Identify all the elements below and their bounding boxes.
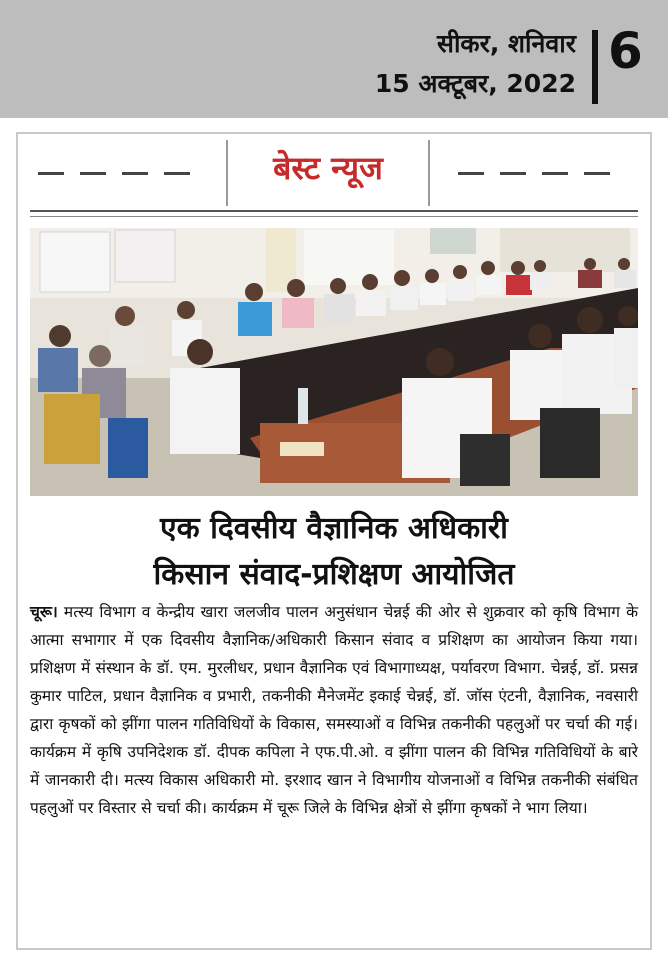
meeting-photo: [30, 228, 638, 496]
headline-line-1: एक दिवसीय वैज्ञानिक अधिकारी: [160, 511, 508, 546]
section-title: बेस्ट न्यूज: [273, 149, 383, 187]
decorative-dash: [164, 172, 190, 175]
decorative-dash: [584, 172, 610, 175]
dateline: चूरू।: [30, 603, 58, 621]
page-number: 6: [608, 22, 643, 80]
page-header: [0, 0, 668, 118]
decorative-dash: [542, 172, 568, 175]
section-rule: [30, 210, 638, 212]
section-rule-thin: [30, 216, 638, 217]
decorative-dash: [38, 172, 64, 175]
article-body: [30, 598, 638, 822]
header-divider: [592, 30, 598, 104]
decorative-dash: [122, 172, 148, 175]
decorative-dash: [458, 172, 484, 175]
issue-date: 15 अक्टूबर, 2022: [374, 69, 576, 98]
decorative-dash: [80, 172, 106, 175]
headline-line-2: किसान संवाद-प्रशिक्षण आयोजित: [153, 557, 515, 592]
article-text: मत्स्य विभाग व केन्द्रीय खारा जलजीव पालन अनुसंधान चेन्नई की ओर से शुक्रवार को कृषि विभाग के आत्मा सभागार में एक दिवसीय वैज्ञानिक/अधिकारी किसान संवाद व प्रशिक्षण का आयोजन किया गया। प्रशिक्षण में संस्थान के डॉ. एम. मुरलीधर, प्रधान वैज्ञानिक एवं विभागाध्यक्ष, पर्यावरण विभाग. चेन्नई, डॉ. प्रसन्न कुमार पाटिल, प्रधान वैज्ञानिक व प्रभारी, तकनीकी मैनेजमेंट इकाई चेन्नई, डॉ. जॉस एंटनी, वैज्ञानिक, नवसारी द्वारा कृषकों को झींगा पालन गतिविधियों के विकास, समस्याओं व विभिन्न तकनीकी पहलुओं पर चर्चा की गई। कार्यक्रम में कृषि उपनिदेशक डॉ. दीपक कपिला ने एफ.पी.ओ. व झींगा पालन की विभिन्न गतिविधियों के बारे में जानकारी दी। मत्स्य विकास अधिकारी मो. इरशाद खान ने विभागीय योजनाओं व विभिन्न तकनीकी संबंधित पहलुओं पर विस्तार से चर्चा की। कार्यक्रम में चूरू जिले के विभिन्न क्षेत्रों से झींगा कृषकों ने भाग लिया।: [30, 603, 638, 817]
city-day: सीकर, शनिवार: [437, 29, 576, 58]
decorative-dash: [500, 172, 526, 175]
